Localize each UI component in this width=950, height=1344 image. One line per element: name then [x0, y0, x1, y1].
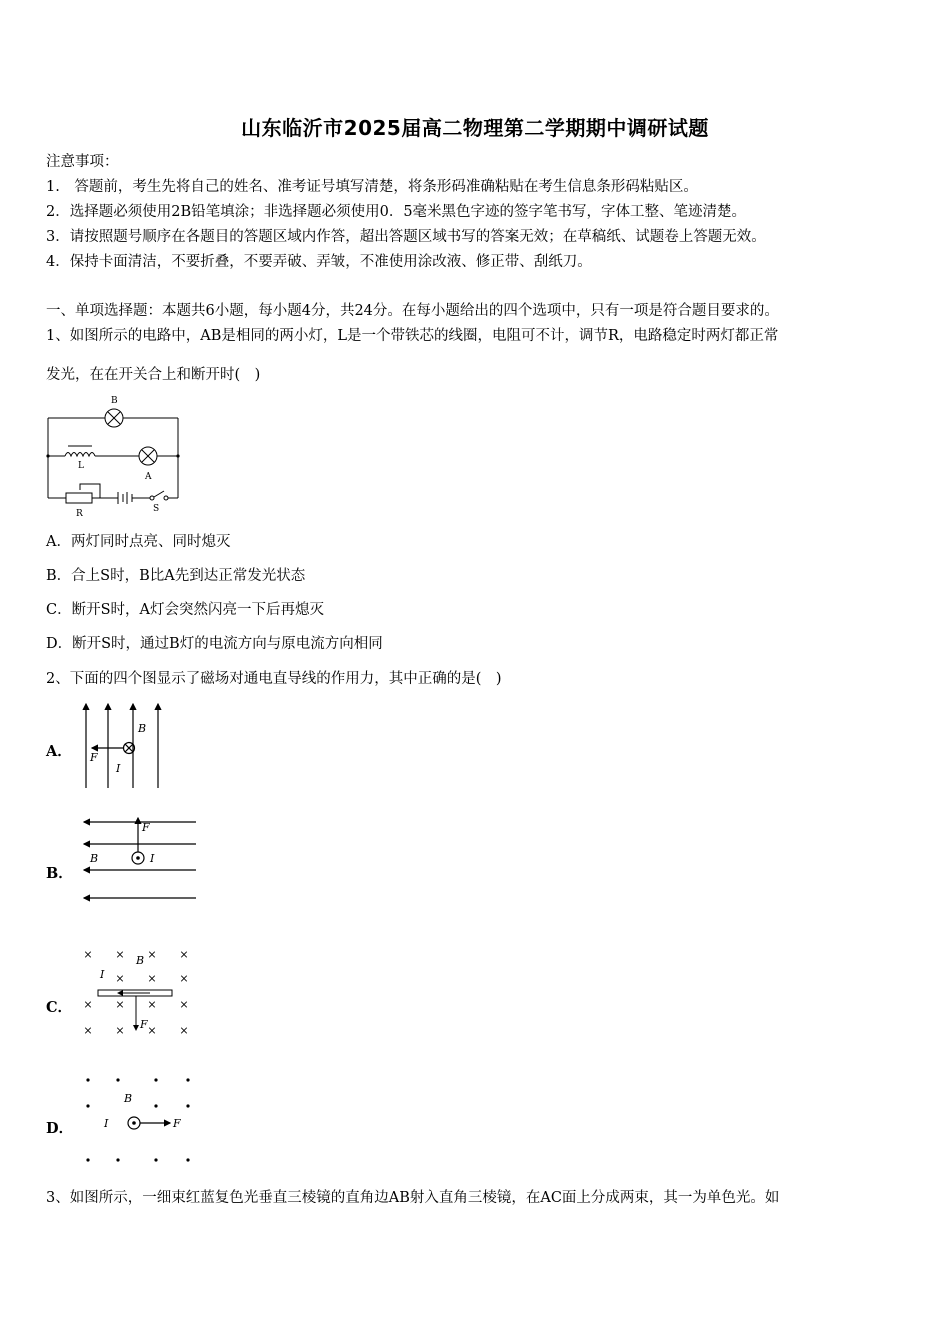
svg-text:×: ×: [83, 1024, 93, 1037]
switch-label: S: [153, 504, 160, 514]
q2d-i-label: I: [104, 1117, 109, 1130]
svg-text:×: ×: [83, 998, 93, 1011]
q1-option-d: D．断开S时，通过B灯的电流方向与原电流方向相同: [46, 636, 383, 652]
coil-label: L: [78, 461, 84, 471]
q2-option-c-label: C．: [46, 999, 73, 1016]
q2a-f-label: F: [90, 751, 98, 764]
notice-item: 2．选择题必须使用2B铅笔填涂；非选择题必须使用0．5毫米黑色字迹的签字笔书写，字体工整、笔迹清楚。: [46, 204, 747, 220]
svg-text:×: ×: [115, 1024, 125, 1037]
svg-text:×: ×: [147, 972, 157, 985]
notice-item: 1. 答题前，考生先将自己的姓名、准考证号填写清楚，将条形码准确粘贴在考生信息条形码粘贴区。: [46, 179, 698, 195]
q2-option-d-label: D．: [46, 1120, 74, 1137]
svg-text:×: ×: [115, 972, 125, 985]
svg-text:×: ×: [147, 998, 157, 1011]
q2c-i-label: I: [100, 968, 105, 981]
question-3-stem: 3、如图所示，一细束红蓝复色光垂直三棱镜的直角边AB射入直角三棱镜，在AC面上分成两束，其一为单色光。如: [46, 1190, 780, 1206]
question-1-stem: 1、如图所示的电路中，AB是相同的两小灯，L是一个带铁芯的线圈，电阻可不计，调节R，电路稳定时两灯都正常: [46, 328, 779, 344]
svg-text:×: ×: [179, 972, 189, 985]
q2b-b-label: B: [90, 852, 99, 865]
lamp-a-label: A: [145, 472, 152, 482]
circuit-figure: [40, 394, 190, 522]
q1-option-c: C．断开S时，A灯会突然闪亮一下后再熄灭: [46, 602, 324, 618]
q1-option-a: A．两灯同时点亮、同时熄灭: [46, 534, 231, 550]
svg-text:×: ×: [115, 998, 125, 1011]
q2d-b-label: B: [124, 1092, 133, 1105]
q2-figure-a: [78, 700, 168, 792]
svg-text:×: ×: [179, 948, 189, 961]
resistor-label: R: [76, 509, 83, 519]
q2a-b-label: B: [138, 722, 147, 735]
q2b-i-label: I: [150, 852, 155, 865]
q2a-i-label: I: [116, 762, 121, 775]
question-1-stem-cont: 发光，在在开关合上和断开时( ): [46, 367, 261, 383]
svg-text:×: ×: [147, 948, 157, 961]
question-2-stem: 2、下面的四个图显示了磁场对通电直导线的作用力，其中正确的是( ): [46, 671, 502, 687]
notice-item: 4．保持卡面清洁，不要折叠，不要弄破、弄皱，不准使用涂改液、修正带、刮纸刀。: [46, 254, 592, 270]
lamp-b-label: B: [111, 396, 118, 406]
svg-text:×: ×: [83, 948, 93, 961]
q2-option-b-label: B．: [46, 865, 73, 882]
q2c-f-label: F: [140, 1018, 148, 1031]
notice-item: 3．请按照题号顺序在各题目的答题区域内作答，超出答题区域书写的答案无效；在草稿纸、试题卷上答题无效。: [46, 229, 766, 245]
svg-text:×: ×: [115, 948, 125, 961]
q2-figure-b: [78, 812, 200, 904]
section-heading: 一、单项选择题：本题共6小题，每小题4分，共24分。在每小题给出的四个选项中，只有一项是符合题目要求的。: [46, 303, 779, 319]
q2b-f-label: F: [142, 821, 150, 834]
svg-text:×: ×: [147, 1024, 157, 1037]
svg-text:×: ×: [179, 1024, 189, 1037]
svg-text:×: ×: [179, 998, 189, 1011]
q2c-b-label: B: [136, 954, 145, 967]
q2-figure-c: [78, 942, 198, 1042]
q2d-f-label: F: [173, 1117, 181, 1130]
notice-heading: 注意事项：: [46, 154, 119, 170]
q2-figure-d: [78, 1070, 198, 1170]
q1-option-b: B．合上S时，B比A先到达正常发光状态: [46, 568, 306, 584]
q2-option-a-label: A．: [46, 743, 72, 760]
page-title: 山东临沂市2025届高二物理第二学期期中调研试题: [241, 116, 709, 140]
